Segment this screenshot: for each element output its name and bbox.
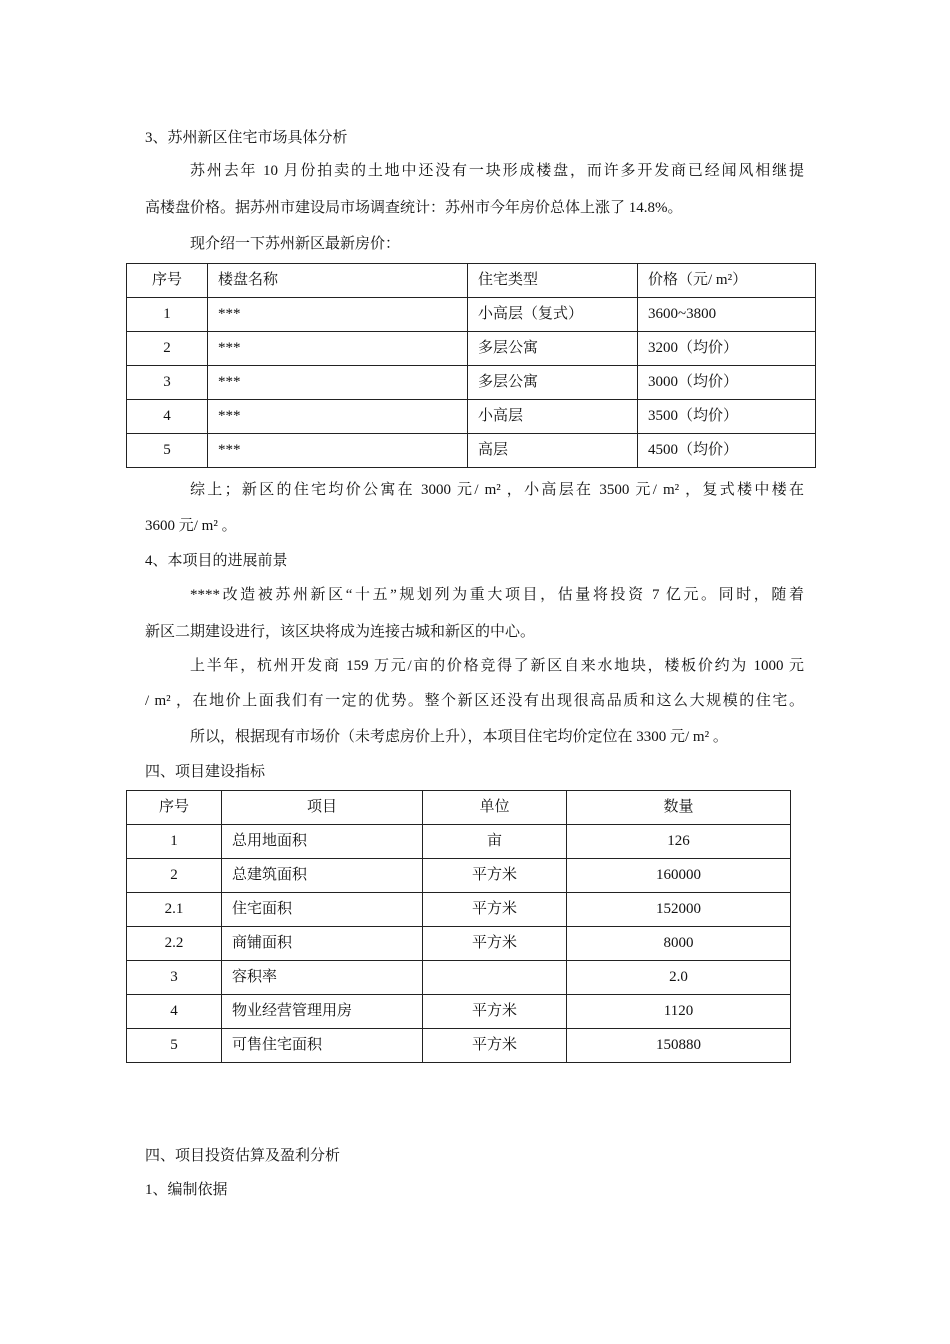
table-cell: 5 [127,434,208,468]
table-header-cell: 价格（元/ m²） [638,264,816,298]
section-heading-indicators: 四、项目建设指标 [145,764,266,780]
price-table [126,263,816,468]
section-heading-4: 4、本项目的进展前景 [145,553,288,569]
table-cell: 160000 [567,859,791,893]
table-cell: 平方米 [423,893,567,927]
table-cell: 平方米 [423,995,567,1029]
table-cell: 2 [127,859,222,893]
table-cell: 物业经营管理用房 [222,995,423,1029]
table-header-cell: 序号 [127,264,208,298]
table-row [127,434,816,468]
section-heading-investment: 四、项目投资估算及盈利分析 [145,1148,341,1164]
table-cell: 152000 [567,893,791,927]
table-cell: 3200（均价） [638,332,816,366]
table-cell: 8000 [567,927,791,961]
table-cell [423,961,567,995]
table-cell: 5 [127,1029,222,1063]
indicator-table [126,790,791,1063]
table-cell: 多层公寓 [468,366,638,400]
table-row [127,400,816,434]
table-header-cell: 数量 [567,791,791,825]
paragraph-3-line-2: 新区二期建设进行，该区块将成为连接古城和新区的中心。 [145,624,536,640]
table-cell: 3500（均价） [638,400,816,434]
paragraph-5: 所以，根据现有市场价（未考虑房价上升），本项目住宅均价定位在 3300 元/ m² 。 [190,729,728,745]
table-cell: 小高层（复式） [468,298,638,332]
table-header-cell: 楼盘名称 [208,264,468,298]
table-cell: 住宅面积 [222,893,423,927]
table-cell: 1 [127,298,208,332]
table-cell: 3600~3800 [638,298,816,332]
table-cell: 150880 [567,1029,791,1063]
section-heading-basis: 1、编制依据 [145,1182,228,1198]
table-cell: 3000（均价） [638,366,816,400]
table-header-cell: 单位 [423,791,567,825]
paragraph-2: 现介绍一下苏州新区最新房价： [190,236,401,252]
table-cell: 平方米 [423,859,567,893]
summary-line-1: 综上；新区的住宅均价公寓在 3000 元/ m² ，小高层在 3500 元/ m² ，复式楼中楼在 [190,482,804,498]
section-heading-3: 3、苏州新区住宅市场具体分析 [145,130,348,146]
table-cell: 2.1 [127,893,222,927]
paragraph-4-line-1: 上半年，杭州开发商 159 万元/亩的价格竞得了新区自来水地块，楼板价约为 1000 元 [190,658,804,674]
table-header-cell: 住宅类型 [468,264,638,298]
table-cell: 2.2 [127,927,222,961]
table-cell: 可售住宅面积 [222,1029,423,1063]
table-cell: *** [208,400,468,434]
paragraph-1-line-2: 高楼盘价格。据苏州市建设局市场调查统计：苏州市今年房价总体上涨了 14.8%。 [145,200,683,216]
table-cell: *** [208,366,468,400]
table-row [127,893,791,927]
paragraph-1-line-1: 苏州去年 10 月份拍卖的土地中还没有一块形成楼盘，而许多开发商已经闻风相继提 [190,163,804,179]
table-cell: *** [208,298,468,332]
table-cell: 小高层 [468,400,638,434]
table-cell: 平方米 [423,927,567,961]
table-cell: 1 [127,825,222,859]
paragraph-3-line-1: ****改造被苏州新区“十五”规划列为重大项目，估量将投资 7 亿元。同时，随着 [190,587,804,603]
table-row [127,859,791,893]
paragraph-4-line-2: / m² ，在地价上面我们有一定的优势。整个新区还没有出现很高品质和这么大规模的住宅。 [145,693,804,709]
table-cell: 126 [567,825,791,859]
table-row [127,332,816,366]
table-cell: 4500（均价） [638,434,816,468]
table-cell: 总用地面积 [222,825,423,859]
table-row [127,825,791,859]
table-cell: 亩 [423,825,567,859]
table-cell: 多层公寓 [468,332,638,366]
table-header-cell: 项目 [222,791,423,825]
table-row [127,298,816,332]
table-cell: 1120 [567,995,791,1029]
table-cell: *** [208,332,468,366]
table-row [127,366,816,400]
table-cell: 4 [127,995,222,1029]
table-header-cell: 序号 [127,791,222,825]
table-row [127,927,791,961]
table-header-row [127,791,791,825]
summary-line-2: 3600 元/ m² 。 [145,518,237,534]
table-cell: 容积率 [222,961,423,995]
table-row [127,995,791,1029]
table-cell: 3 [127,366,208,400]
table-row [127,961,791,995]
table-cell: 4 [127,400,208,434]
table-row [127,1029,791,1063]
table-cell: 3 [127,961,222,995]
table-cell: 高层 [468,434,638,468]
table-cell: 2.0 [567,961,791,995]
table-cell: 商铺面积 [222,927,423,961]
table-header-row [127,264,816,298]
table-cell: 平方米 [423,1029,567,1063]
table-cell: 总建筑面积 [222,859,423,893]
table-cell: 2 [127,332,208,366]
table-cell: *** [208,434,468,468]
